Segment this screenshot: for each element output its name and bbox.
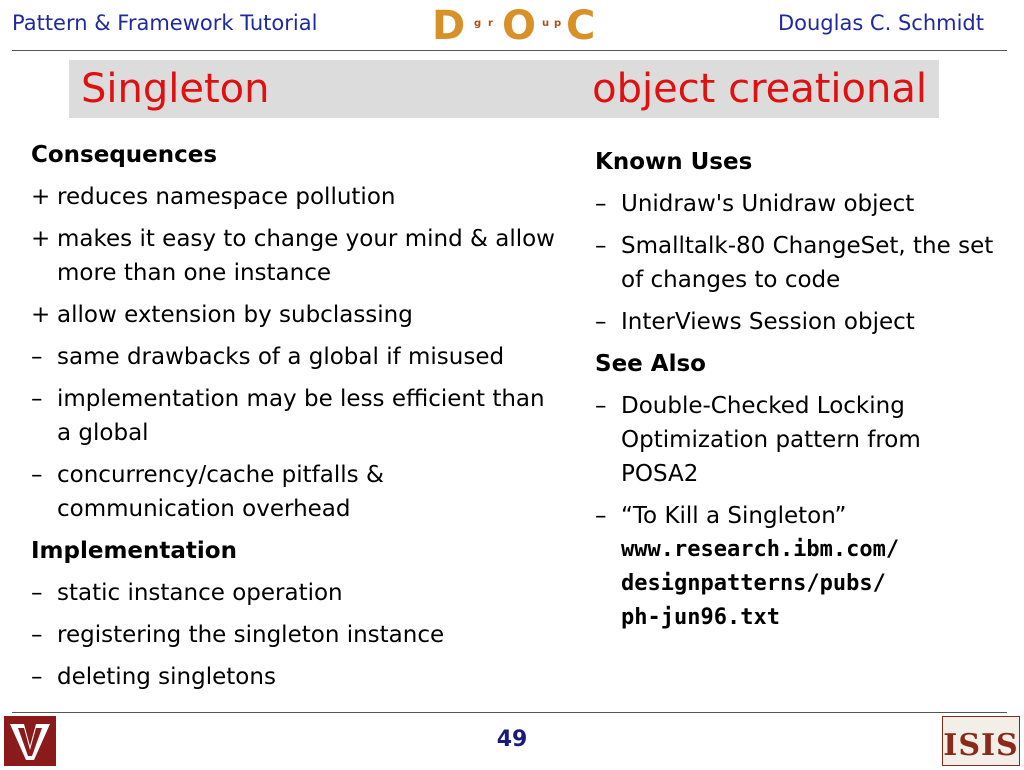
consequences-heading: Consequences bbox=[31, 142, 218, 168]
list-item bbox=[595, 229, 1005, 297]
list-item bbox=[31, 340, 561, 374]
bullet-mark: – bbox=[595, 393, 607, 419]
bullet-mark: + bbox=[31, 226, 51, 252]
list-item-text: implementation may be less efficient than a global bbox=[57, 386, 545, 446]
list-item-text: reduces namespace pollution bbox=[57, 184, 396, 210]
list-item bbox=[31, 660, 561, 694]
bullet-mark: – bbox=[595, 503, 607, 529]
bullet-mark: – bbox=[31, 580, 43, 606]
footer-divider bbox=[12, 712, 1007, 713]
bullet-mark: – bbox=[31, 664, 43, 690]
isis-emblem-icon bbox=[943, 717, 1019, 765]
list-item bbox=[31, 382, 561, 450]
implementation-heading: Implementation bbox=[31, 538, 237, 564]
list-item bbox=[31, 618, 561, 652]
reference-url-line: designpatterns/pubs/ bbox=[621, 571, 886, 596]
logo-letter-p: p bbox=[554, 18, 562, 29]
bullet-mark: – bbox=[595, 191, 607, 217]
list-item-text: Smalltalk-80 ChangeSet, the set of changes to code bbox=[621, 233, 994, 293]
list-item-text: InterViews Session object bbox=[621, 309, 915, 335]
list-item bbox=[31, 458, 561, 526]
header-divider bbox=[12, 50, 1007, 51]
slide-title: Singleton bbox=[81, 66, 270, 112]
doc-group-logo bbox=[430, 4, 600, 48]
bullet-mark: + bbox=[31, 184, 51, 210]
logo-letter-u: u bbox=[542, 18, 550, 29]
logo-letter-d: D bbox=[432, 3, 466, 49]
logo-letter-c: C bbox=[566, 3, 596, 49]
list-item-text: concurrency/cache pitfalls & communication overhead bbox=[57, 462, 384, 522]
bullet-mark: – bbox=[595, 233, 607, 259]
known-uses-heading: Known Uses bbox=[595, 149, 753, 175]
list-item-text: same drawbacks of a global if misused bbox=[57, 344, 505, 370]
list-item-text: allow extension by subclassing bbox=[57, 302, 413, 328]
list-item bbox=[31, 298, 561, 332]
list-item-text: static instance operation bbox=[57, 580, 343, 606]
logo-letter-o: O bbox=[502, 3, 537, 49]
list-item bbox=[595, 187, 1005, 221]
list-item-text: “To Kill a Singleton” bbox=[621, 503, 847, 529]
logo-letter-g: g bbox=[474, 18, 482, 29]
right-column bbox=[595, 145, 1005, 643]
list-item bbox=[595, 389, 1005, 491]
slide-title-bar bbox=[69, 60, 939, 118]
isis-logo bbox=[942, 716, 1020, 766]
bullet-mark: – bbox=[31, 344, 43, 370]
left-column bbox=[31, 138, 561, 702]
bullet-mark: + bbox=[31, 302, 51, 328]
list-item bbox=[31, 180, 561, 214]
list-item bbox=[31, 222, 561, 290]
logo-letter-r: r bbox=[488, 18, 493, 29]
page-number: 49 bbox=[496, 727, 528, 752]
list-item-text: deleting singletons bbox=[57, 664, 276, 690]
list-item-text: Double-Checked Locking Optimization pattern from POSA2 bbox=[621, 393, 921, 487]
header-left-title: Pattern & Framework Tutorial bbox=[12, 11, 318, 35]
slide-category: object creational bbox=[592, 66, 927, 112]
list-item-text: makes it easy to change your mind & allow more than one instance bbox=[57, 226, 555, 286]
bullet-mark: – bbox=[31, 462, 43, 488]
bullet-mark: – bbox=[595, 309, 607, 335]
see-also-heading: See Also bbox=[595, 351, 706, 377]
header-author: Douglas C. Schmidt bbox=[777, 11, 984, 35]
reference-url-line: www.research.ibm.com/ bbox=[621, 537, 900, 562]
list-item bbox=[595, 305, 1005, 339]
svg-text:ISIS: ISIS bbox=[943, 728, 1019, 763]
bullet-mark: – bbox=[31, 386, 43, 412]
list-item bbox=[595, 499, 1005, 635]
list-item-text: Unidraw's Unidraw object bbox=[621, 191, 915, 217]
bullet-mark: – bbox=[31, 622, 43, 648]
reference-url-line: ph-jun96.txt bbox=[621, 605, 780, 630]
list-item bbox=[31, 576, 561, 610]
list-item-text: registering the singleton instance bbox=[57, 622, 445, 648]
